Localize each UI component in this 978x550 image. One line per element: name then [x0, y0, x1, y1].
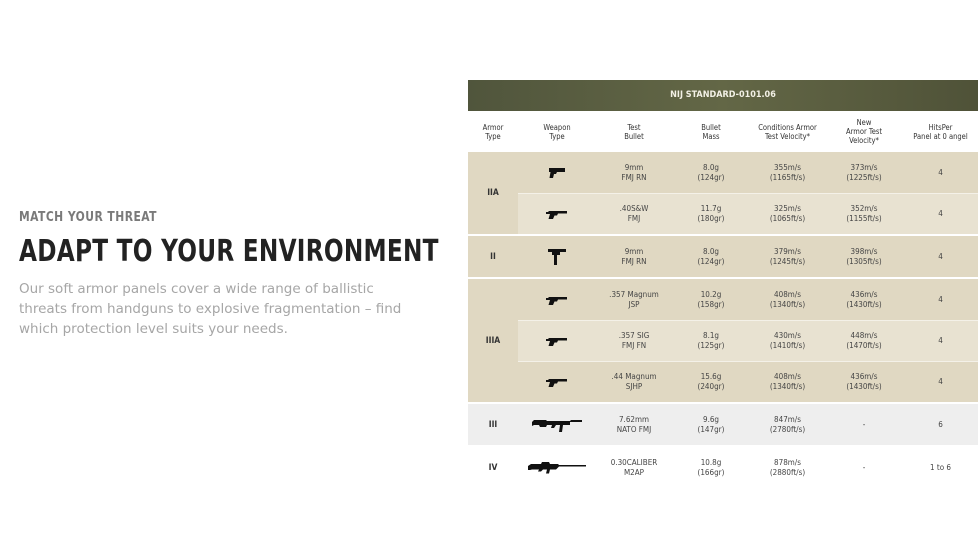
armor-group-iii: [468, 404, 978, 445]
conditioned-velocity-cell: 430m/s (1410ft/s): [769, 331, 806, 350]
conditioned-velocity-cell: 325m/s (1065ft/s): [769, 204, 806, 223]
revolver-icon: [518, 294, 596, 306]
armor-type-label: IIA: [468, 152, 518, 234]
page-title: ADAPT TO YOUR ENVIRONMENT: [19, 234, 439, 269]
bullet-mass-cell: 15.6g (240gr): [697, 372, 725, 391]
test-bullet-cell: .44 Magnum SJHP: [611, 372, 657, 391]
header-bullet-mass: Bullet Mass: [701, 122, 721, 141]
test-bullet-cell: .40S&W FMJ: [619, 204, 649, 223]
table-row: [518, 152, 978, 193]
bullet-mass-cell: 8.0g (124gr): [697, 246, 725, 266]
bullet-mass-cell: 8.1g (125gr): [697, 331, 725, 350]
bullet-mass-cell: 10.2g (158gr): [697, 289, 725, 309]
conditioned-velocity-cell: 847m/s (2780ft/s): [769, 414, 806, 434]
table-row: [518, 236, 978, 277]
new-velocity-cell: 436m/s (1430ft/s): [846, 289, 882, 309]
table-row: [518, 447, 978, 488]
armor-group-iiia: [468, 279, 978, 402]
eyebrow-heading: MATCH YOUR THREAT: [19, 210, 157, 225]
hits-per-panel-cell: 4: [938, 167, 943, 177]
armor-group-ii: [468, 236, 978, 277]
new-velocity-cell: 352m/s (1155ft/s): [846, 204, 882, 223]
hits-per-panel-cell: 6: [938, 419, 943, 429]
conditioned-velocity-cell: 408m/s (1340ft/s): [769, 289, 806, 309]
bullet-mass-cell: 8.0g (124gr): [697, 162, 725, 182]
pistol-icon: [518, 167, 596, 179]
hits-per-panel-cell: 1 to 6: [930, 462, 951, 472]
table-header-row: [468, 111, 978, 152]
armor-group-iv: [468, 447, 978, 488]
hits-per-panel-cell: 4: [938, 251, 943, 261]
header-weapon-type: Weapon Type: [543, 122, 571, 141]
revolver-icon: [518, 335, 596, 347]
new-velocity-cell: -: [862, 419, 866, 429]
new-velocity-cell: 448m/s (1470ft/s): [846, 331, 882, 350]
header-hits-per-panel: HitsPer Panel at 0 angel: [913, 122, 968, 141]
header-conditioned-velocity: Conditions Armor Test Velocity*: [758, 122, 817, 141]
hero-section: [19, 210, 439, 339]
armor-type-label: IV: [468, 447, 518, 488]
armor-group-iia: [468, 152, 978, 234]
test-bullet-cell: 9mm FMJ RN: [621, 162, 647, 182]
table-body: [468, 152, 978, 488]
table-title: NIJ STANDARD-0101.06: [468, 80, 978, 111]
test-bullet-cell: 7.62mm NATO FMJ: [616, 414, 652, 434]
hero-description: Our soft armor panels cover a wide range of ballistic threats from handguns to explosive fragmentation – find which protection level suits your needs.: [19, 281, 402, 337]
armor-type-label: IIIA: [468, 279, 518, 402]
new-velocity-cell: 373m/s (1225ft/s): [846, 162, 882, 182]
hits-per-panel-cell: 4: [938, 377, 943, 386]
header-new-velocity: New Armor Test Velocity*: [845, 118, 883, 145]
test-bullet-cell: .357 Magnum JSP: [609, 289, 659, 309]
bullet-mass-cell: 9.6g (147gr): [697, 414, 725, 434]
new-velocity-cell: 436m/s (1430ft/s): [846, 372, 882, 391]
hits-per-panel-cell: 4: [938, 336, 943, 345]
new-velocity-cell: 398m/s (1305ft/s): [846, 246, 882, 266]
test-bullet-cell: 0.30CALIBER M2AP: [610, 457, 658, 477]
hits-per-panel-cell: 4: [938, 209, 943, 218]
armor-type-label: II: [468, 236, 518, 277]
bullet-mass-cell: 11.7g (180gr): [697, 204, 725, 223]
table-row: [518, 279, 978, 320]
table-row: [518, 320, 978, 361]
conditioned-velocity-cell: 379m/s (1245ft/s): [769, 246, 806, 266]
conditioned-velocity-cell: 878m/s (2880ft/s): [769, 457, 806, 477]
table-row: [518, 193, 978, 234]
revolver-icon: [518, 208, 596, 220]
header-test-bullet: Test Bullet: [624, 122, 644, 141]
test-bullet-cell: 9mm FMJ RN: [621, 246, 647, 266]
sniper-rifle-icon: [518, 461, 596, 475]
new-velocity-cell: -: [862, 462, 866, 472]
revolver-icon: [518, 376, 596, 388]
assault-rifle-icon: [518, 418, 596, 432]
nij-standard-table: [468, 80, 978, 477]
hits-per-panel-cell: 4: [938, 294, 943, 304]
submachine-gun-icon: [518, 248, 596, 266]
test-bullet-cell: .357 SIG FMJ FN: [618, 331, 650, 350]
header-armor-type: Armor Type: [482, 122, 504, 141]
table-row: [518, 404, 978, 445]
conditioned-velocity-cell: 408m/s (1340ft/s): [769, 372, 806, 391]
conditioned-velocity-cell: 355m/s (1165ft/s): [769, 162, 806, 182]
bullet-mass-cell: 10.8g (166gr): [697, 457, 725, 477]
armor-type-label: III: [468, 404, 518, 445]
table-row: [518, 361, 978, 402]
